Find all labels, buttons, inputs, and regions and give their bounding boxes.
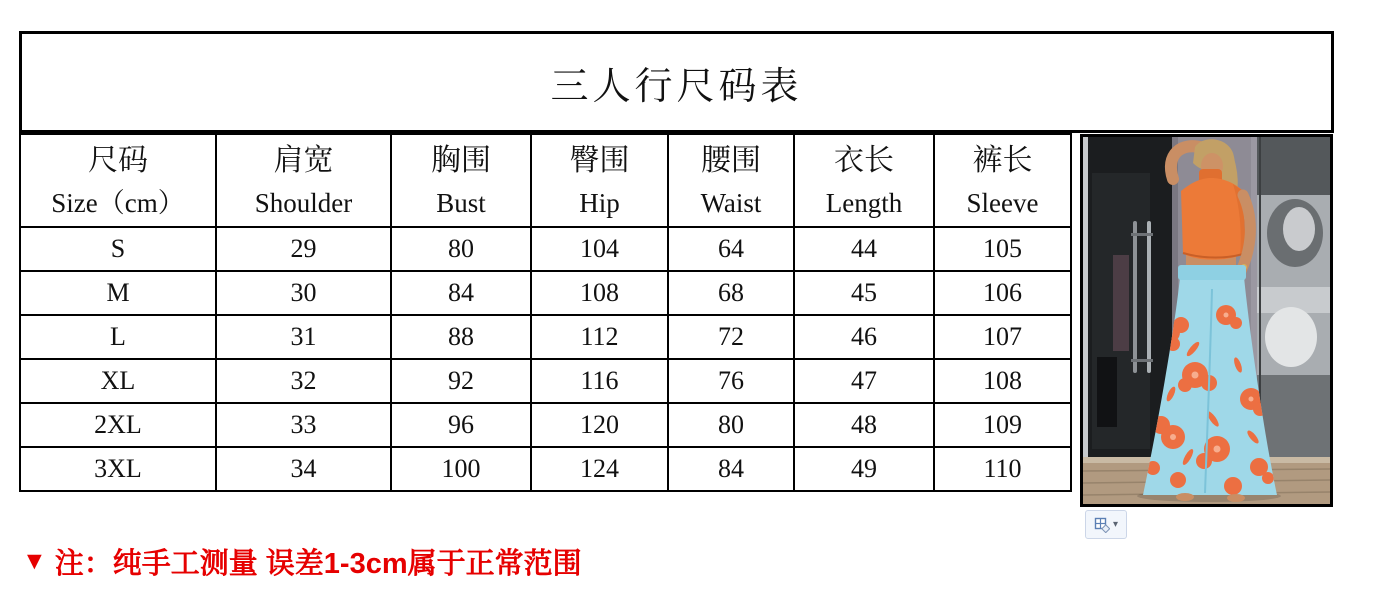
column-header-sleeve — [934, 134, 1071, 227]
value-cell: 108 — [934, 359, 1071, 403]
size-cell: S — [20, 227, 216, 271]
value-cell: 44 — [794, 227, 934, 271]
size-cell: XL — [20, 359, 216, 403]
value-cell: 96 — [391, 403, 531, 447]
value-cell: 107 — [934, 315, 1071, 359]
value-cell: 45 — [794, 271, 934, 315]
table-row-2xl — [20, 403, 1071, 447]
value-cell: 68 — [668, 271, 794, 315]
value-cell: 120 — [531, 403, 668, 447]
product-photo-illustration — [1083, 137, 1330, 504]
value-cell: 32 — [216, 359, 391, 403]
column-header-waist — [668, 134, 794, 227]
header-length-en: Length — [825, 187, 903, 218]
value-cell: 84 — [391, 271, 531, 315]
value-cell: 34 — [216, 447, 391, 491]
header-hip-zh: 臀围 — [569, 143, 630, 177]
note-text: 注：纯手工测量 误差1-3cm属于正常范围 — [54, 548, 582, 580]
header-sleeve-en: Sleeve — [966, 187, 1039, 218]
value-cell: 110 — [934, 447, 1071, 491]
value-cell: 64 — [668, 227, 794, 271]
measurement-note — [22, 541, 582, 582]
value-cell: 88 — [391, 315, 531, 359]
value-cell: 104 — [531, 227, 668, 271]
value-cell: 47 — [794, 359, 934, 403]
table-row-l — [20, 315, 1071, 359]
size-cell: L — [20, 315, 216, 359]
column-header-length — [794, 134, 934, 227]
size-cell: 2XL — [20, 403, 216, 447]
paste-options-button[interactable] — [1085, 510, 1127, 539]
chart-title-box — [19, 31, 1334, 133]
header-size-zh: 尺码 — [88, 143, 148, 177]
value-cell: 106 — [934, 271, 1071, 315]
header-waist-zh: 腰围 — [701, 143, 761, 177]
size-cell: 3XL — [20, 447, 216, 491]
value-cell: 108 — [531, 271, 668, 315]
size-table — [19, 133, 1072, 492]
column-header-hip — [531, 134, 668, 227]
value-cell: 100 — [391, 447, 531, 491]
column-header-bust — [391, 134, 531, 227]
header-length-zh: 衣长 — [834, 143, 894, 177]
table-row-xl — [20, 359, 1071, 403]
value-cell: 72 — [668, 315, 794, 359]
header-sleeve-zh: 裤长 — [972, 143, 1033, 177]
value-cell: 46 — [794, 315, 934, 359]
header-bust-zh: 胸围 — [431, 143, 491, 177]
header-size-en: Size（cm） — [51, 187, 185, 218]
value-cell: 76 — [668, 359, 794, 403]
value-cell: 49 — [794, 447, 934, 491]
size-cell: M — [20, 271, 216, 315]
value-cell: 30 — [216, 271, 391, 315]
value-cell: 80 — [391, 227, 531, 271]
value-cell: 84 — [668, 447, 794, 491]
value-cell: 48 — [794, 403, 934, 447]
value-cell: 109 — [934, 403, 1071, 447]
header-row — [20, 134, 1071, 227]
value-cell: 105 — [934, 227, 1071, 271]
paste-options-icon — [1094, 517, 1110, 533]
value-cell: 33 — [216, 403, 391, 447]
table-row-m — [20, 271, 1071, 315]
value-cell: 80 — [668, 403, 794, 447]
header-bust-en: Bust — [436, 187, 486, 218]
table-row-3xl — [20, 447, 1071, 491]
header-hip-en: Hip — [579, 187, 620, 218]
page-title: 三人行尺码表 — [550, 65, 803, 108]
header-shoulder-zh: 肩宽 — [273, 143, 334, 177]
header-waist-en: Waist — [700, 187, 762, 218]
value-cell: 31 — [216, 315, 391, 359]
value-cell: 92 — [391, 359, 531, 403]
column-header-shoulder — [216, 134, 391, 227]
table-row-s — [20, 227, 1071, 271]
product-photo[interactable] — [1080, 134, 1333, 507]
value-cell: 116 — [531, 359, 668, 403]
chevron-down-icon: ▾ — [1112, 518, 1119, 530]
header-shoulder-en: Shoulder — [254, 187, 353, 218]
value-cell: 124 — [531, 447, 668, 491]
column-header-size — [20, 134, 216, 227]
note-triangle-icon: ▼ — [22, 547, 47, 575]
value-cell: 112 — [531, 315, 668, 359]
value-cell: 29 — [216, 227, 391, 271]
